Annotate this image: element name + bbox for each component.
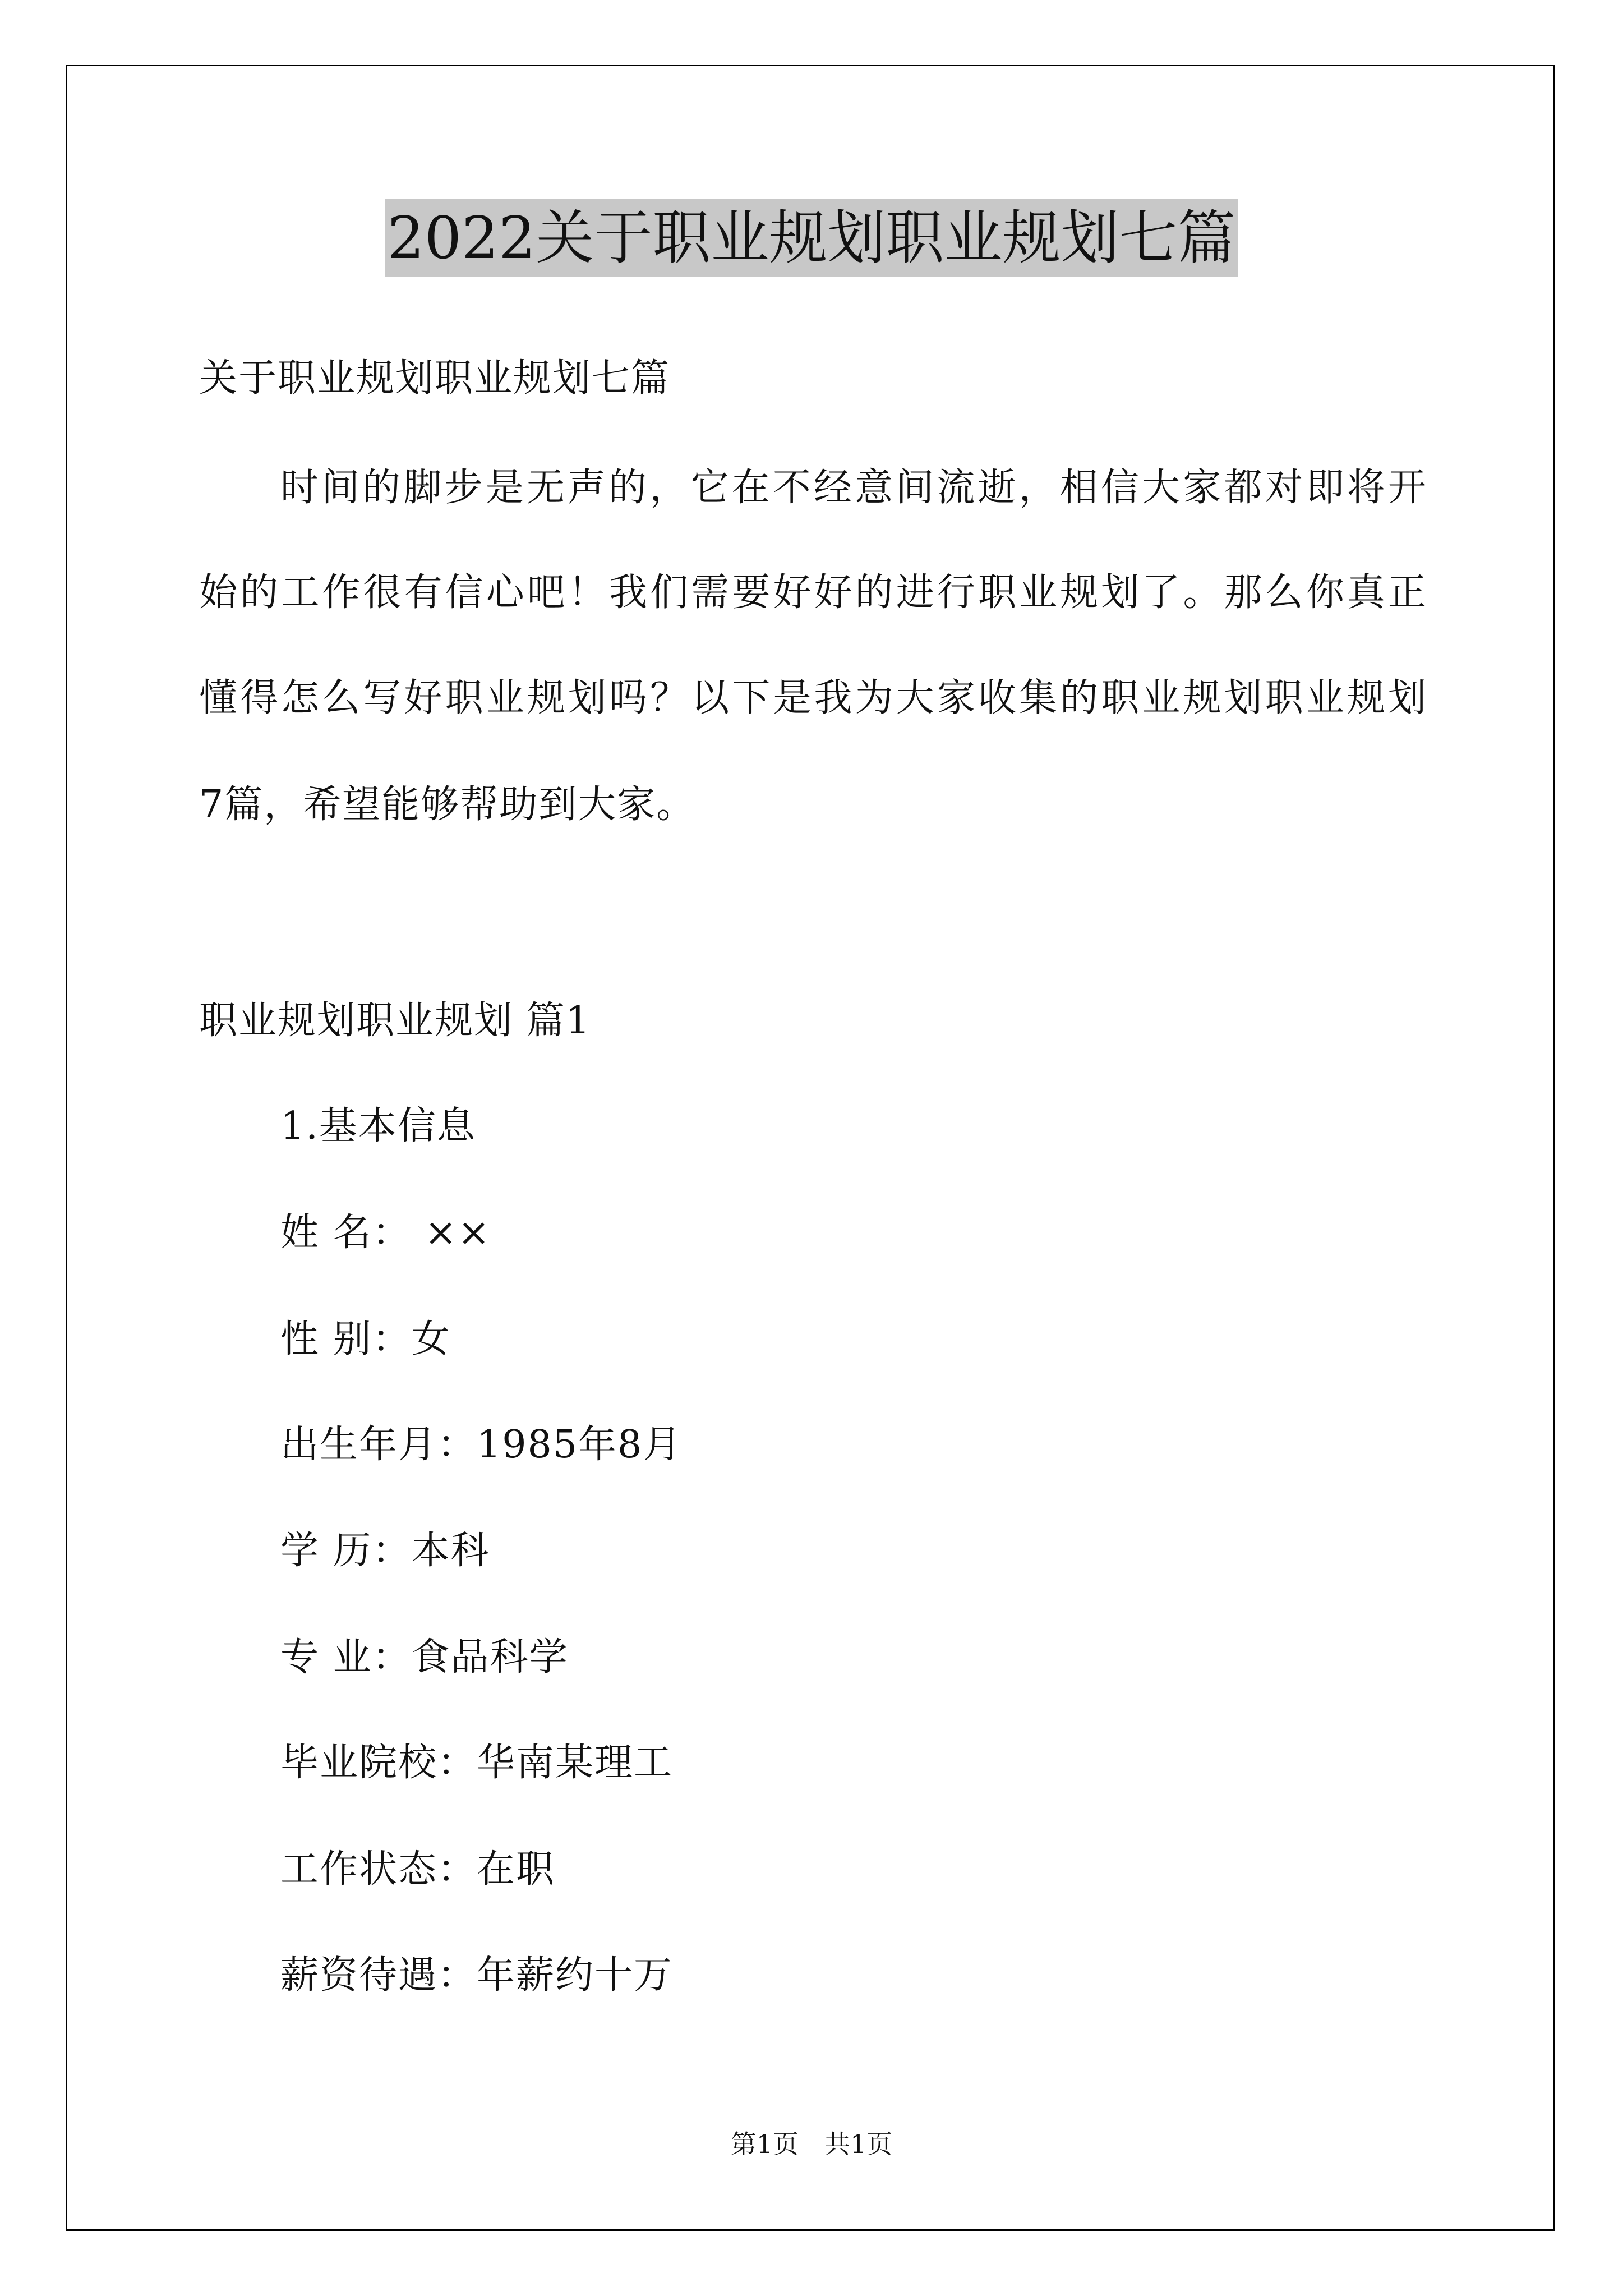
page-number: 第1页 共1页 bbox=[730, 2129, 893, 2159]
document-subtitle: 关于职业规划职业规划七篇 bbox=[199, 356, 671, 401]
intro-line-1: 时间的脚步是无声的，它在不经意间流逝，相信大家都对即将开 bbox=[280, 466, 1427, 510]
intro-line-2: 始的工作很有信心吧！我们需要好好的进行职业规划了。那么你真正 bbox=[199, 570, 1427, 615]
info-item-school: 毕业院校：华南某理工 bbox=[280, 1741, 674, 1785]
info-item-status: 工作状态：在职 bbox=[280, 1847, 556, 1892]
info-item-birth: 出生年月：1985年8月 bbox=[280, 1423, 683, 1467]
section-heading: 职业规划职业规划 篇1 bbox=[199, 999, 591, 1043]
basic-info-heading: 1.基本信息 bbox=[280, 1104, 476, 1148]
info-item-name: 姓 名： ×× bbox=[280, 1211, 491, 1255]
intro-line-3: 懂得怎么写好职业规划吗？以下是我为大家收集的职业规划职业规划 bbox=[199, 676, 1427, 720]
intro-line-4: 7篇，希望能够帮助到大家。 bbox=[199, 783, 696, 827]
info-item-salary: 薪资待遇：年薪约十万 bbox=[280, 1953, 674, 1998]
info-item-major: 专 业：食品科学 bbox=[280, 1635, 569, 1680]
info-item-education: 学 历：本科 bbox=[280, 1529, 490, 1573]
title-block bbox=[0, 199, 1623, 277]
info-item-gender: 性 别：女 bbox=[280, 1317, 451, 1361]
document-title: 2022关于职业规划职业规划七篇 bbox=[385, 199, 1238, 277]
